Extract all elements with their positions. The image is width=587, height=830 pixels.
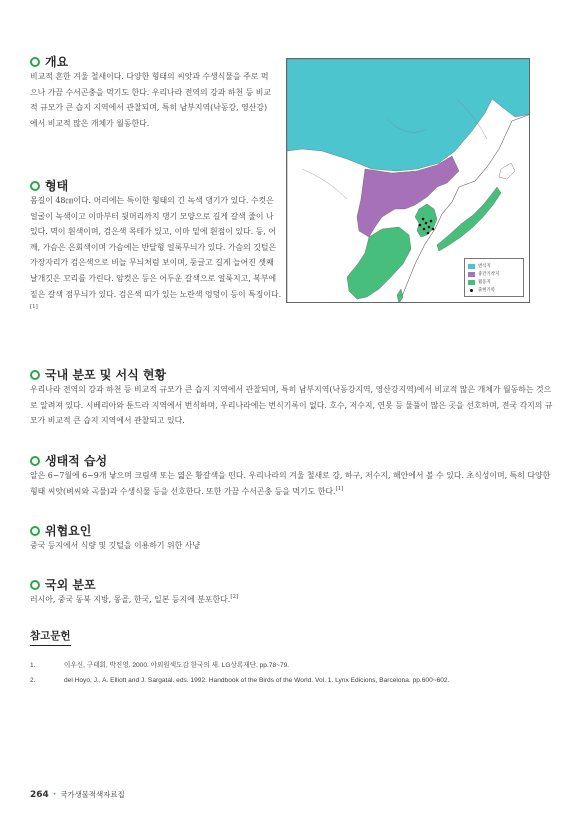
section-bullet-icon [30,580,40,590]
section-title: 국내 분포 및 서식 현황 [45,368,167,382]
section-bullet-icon [30,57,40,67]
reference-text: del Hoyo, J., A. Elliott and J. Sargatal. eds. 1992. Handbook of the Birds of the World. Vol. 1. Lynx Edicions, Barcelona. pp.600~602. [64,677,450,684]
section-title: 위협요인 [45,524,92,538]
section-bullet-icon [30,370,40,380]
section-title: 국외 분포 [45,578,96,592]
distribution-world-body: 러시아, 중국 동북 지방, 몽골, 한국, 일본 등지에 분포한다. [30,595,231,604]
ecology-body: 알은 6~7월에 6~9개 낳으며 크림색 또는 엷은 황갈색을 띤다. 우리나라의 겨울 철새로 강, 하구, 저수지, 해안에서 볼 수 있다. 초식성이며, 특히 다양한 형태 씨앗(벼씨와 곡물)과 수생식물 등을 선호한다. 또한 가끔 수서곤충 등을 먹기도 한다. [30,471,551,496]
reference-item-2 [30,677,449,684]
section-heading-ecology [30,452,107,469]
section-bullet-icon [30,526,40,536]
reference-item-1 [30,659,289,669]
reference-text: 이우신, 구태회, 박진영. 2000. 야외원색도감 한국의 새. LG상록재단. pp.78~79. [64,662,290,669]
section-bullet-icon [30,456,40,466]
footer-separator-icon: • [52,791,57,798]
legend-item-breeding: 번식지 [468,262,520,270]
citation: [1] [335,485,344,492]
citation: [2] [230,594,239,600]
legend-item-migration: 중간기착지 [468,270,520,278]
morphology-body: 몸길이 48㎝이다. 머리에는 특이한 형태의 긴 녹색 댕기가 있다. 수컷은 얼굴이 녹색이고 이마부터 뒷머리까지 댕기 모양으로 길게 갈색 줄이 나 있다. 멱이 흰색이며, 검은색 목테가 있고, 이마 밑에 흰점이 있다. 등, 어깨, 가슴은 은회색이며 가슴에는 반달형 얼룩무늬가 있다. 가슴의 깃털은 가장자리가 검은색으로 비늘 무늬처럼 보이며, 둥글고 길게 늘어진 셋째 날개깃은 꼬리를 가린다. 암컷은 등은 어두운 갈색으로 얼룩지고, 복부에 짙은 갈색 점무늬가 있다. 검은색 띠가 있는 노란색 엉덩이 등이 특징이다. [30,196,282,299]
section-title: 형태 [45,179,69,193]
distribution-world-text [30,592,558,608]
map-legend [464,258,524,297]
legend-item-record: 출현기록 [468,286,520,294]
page-number: 264 [30,790,49,800]
distribution-map [286,58,530,303]
section-heading-morphology [30,177,68,194]
section-title: 개요 [45,55,69,69]
threats-text: 중국 등지에서 식량 및 깃털을 이용하기 위한 사냥 [30,541,201,550]
section-heading-overview [30,53,68,70]
reference-number: 2. [30,677,36,684]
map-japan-north [499,163,515,179]
overview-text: 비교적 흔한 겨울 철새이다. 다양한 형태의 씨앗과 수생식물을 주로 먹으나 가끔 수서곤충을 먹기도 한다. 우리나라 전역의 강과 하천 등 비교적 규모가 큰 습지 지역에서 관찰되며, 특히 남부지역(낙동강, 영산강)에서 비교적 많은 개체가 월동한다. [30,72,272,128]
legend-swatch [468,264,475,269]
ecology-text [30,468,558,499]
section-title: 생태적 습성 [45,454,108,468]
legend-swatch [468,280,475,285]
citation: [1] [30,304,38,311]
legend-swatch [468,272,475,277]
section-heading-distribution-world [30,576,96,593]
reference-number: 1. [30,662,36,669]
legend-dot-icon [470,289,473,292]
page-footer [30,789,125,800]
section-bullet-icon [30,181,40,191]
references-title: 참고문헌 [30,628,71,646]
section-heading-threats [30,522,91,539]
legend-item-wintering: 월동지 [468,278,520,286]
distribution-kr-text: 우리나라 전역의 강과 하천 등 비교적 규모가 큰 습지 지역에서 관찰되며, 특히 남부지역(낙동강지역, 영산강지역)에서 비교적 많은 개체가 월동하는 것으로 알려져 있다. 시베리아와 툰드라 지역에서 번식하며, 우리나라에는 번식기록이 없다. 호수, 저수지, 연못 등 물풀이 많은 곳을 선호하며, 전국 각지의 규모가 비교적 큰 습지 지역에서 관찰되고 있다. [30,385,553,426]
section-heading-distribution-kr [30,366,166,383]
morphology-text [30,193,282,318]
footer-title: 국가생물적색자료집 [60,790,125,799]
